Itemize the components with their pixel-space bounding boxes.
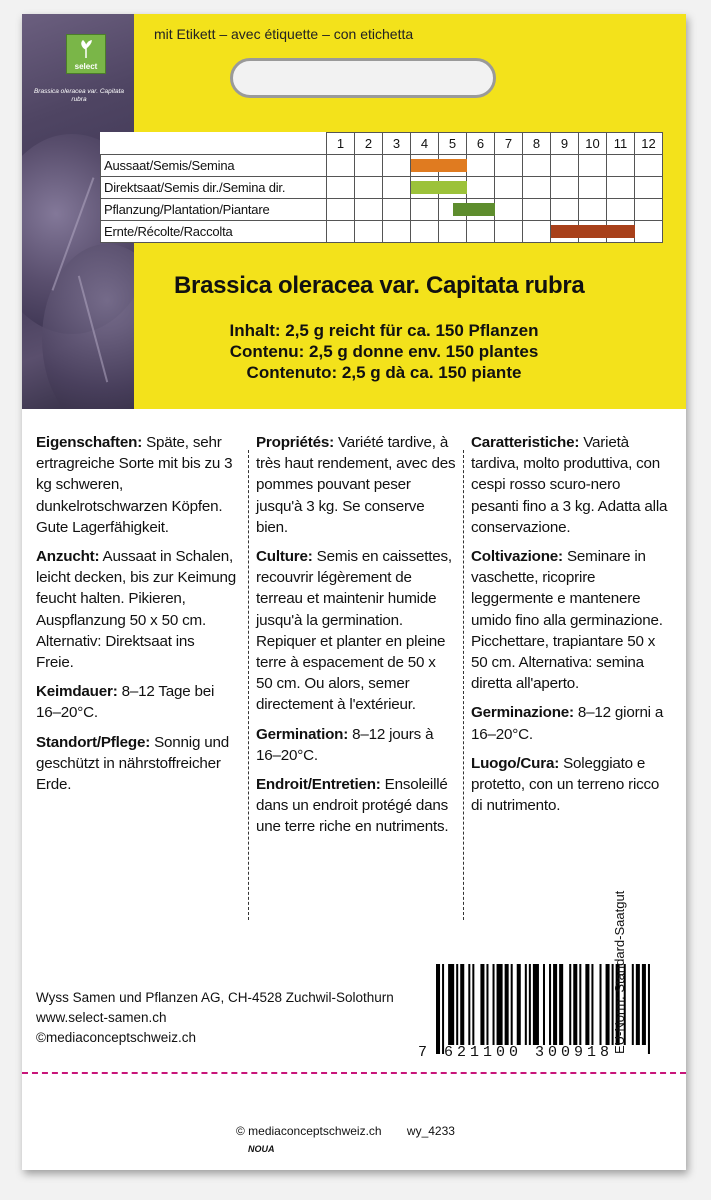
contents-de: Inhalt: 2,5 g reicht für ca. 150 Pflanzen [229, 321, 539, 340]
column-french [256, 432, 456, 846]
paragraph [256, 724, 456, 766]
barcode-bar [511, 964, 513, 1045]
paragraph [471, 432, 671, 538]
month-12: 12 [635, 133, 663, 155]
cut-line [22, 1072, 686, 1074]
column-divider [248, 450, 249, 920]
barcode-bar [606, 964, 610, 1045]
paragraph-text: 8–12 Tage bei 16–20°C. [36, 683, 215, 722]
barcode-bar [493, 964, 495, 1045]
paragraph-text: 8–12 jours à 16–20°C. [256, 725, 434, 764]
description-columns [36, 432, 676, 902]
barcode-bar [505, 964, 509, 1045]
hang-hole [230, 58, 496, 98]
barcode-bar [553, 964, 557, 1045]
paragraph-heading: Keimdauer: [36, 683, 118, 701]
barcode-bar [569, 964, 571, 1045]
barcode-bar [642, 964, 646, 1045]
calendar-bar [411, 159, 467, 172]
company-info [36, 988, 394, 1048]
calendar-row [101, 155, 663, 177]
etikett-note: mit Etikett – avec étiquette – con etichetta [154, 26, 414, 42]
seed-packet-back [22, 14, 686, 1170]
paragraph [36, 681, 236, 723]
calendar-header-row [101, 133, 663, 155]
barcode-bar [442, 964, 444, 1054]
month-11: 11 [607, 133, 635, 155]
paragraph-text: Semis en caissettes, recouvrir légèrement de terreau et maintenir humide jusqu'à la germination. Repiquer et planter en pleine terre à espacement de 50 x 50 cm. Ou alors, semer directement à l'extérieur. [256, 548, 452, 714]
paragraph-heading: Coltivazione: [471, 548, 563, 566]
column-german [36, 432, 236, 803]
company-website: www.select-samen.ch [36, 1010, 167, 1025]
paragraph-heading: Standort/Pflege: [36, 733, 151, 751]
contents-fr: Contenu: 2,5 g donne env. 150 plantes [229, 342, 539, 361]
paragraph-text: Variété tardive, à très haut rendement, avec des pommes pouvant peser jusqu'à 3 kg. Se conserve bien. [256, 434, 456, 536]
paragraph-heading: Anzucht: [36, 548, 100, 566]
paragraph-text: Ensoleillé dans un endroit protégé dans une terre riche en nutriments. [256, 776, 449, 836]
paragraph-heading: Germination: [256, 725, 349, 743]
barcode-bar [436, 964, 440, 1054]
barcode-number: 7 621100 300918 [418, 1044, 614, 1061]
calendar-row-label: Ernte/Récolte/Raccolta [101, 221, 327, 243]
paragraph [36, 732, 236, 796]
column-italian [471, 432, 671, 824]
paragraph [471, 702, 671, 744]
select-logo: select [66, 34, 106, 74]
barcode-bar [460, 964, 464, 1045]
contents-info [22, 320, 686, 383]
paragraph [36, 546, 236, 673]
paragraph [256, 546, 456, 716]
paragraph [256, 432, 456, 538]
calendar-row-label: Direktsaat/Semis dir./Semina dir. [101, 177, 327, 199]
calendar-bar [551, 225, 635, 238]
barcode-bar [517, 964, 521, 1045]
barcode-bar [468, 964, 470, 1045]
paragraph-text: Seminare in vaschette, ricoprire leggermente e mantenere umido fino alla germinazione. Picchettare, trapiantare 50 x 50 cm. Alternativa: semina diretta all'aperto. [471, 548, 663, 693]
barcode-bar [529, 964, 531, 1045]
month-4: 4 [411, 133, 439, 155]
paragraph-heading: Propriétés: [256, 434, 334, 451]
month-1: 1 [327, 133, 355, 155]
barcode-bar [585, 964, 589, 1045]
barcode-bar [533, 964, 539, 1045]
paragraph [471, 753, 671, 817]
footer-info [236, 1124, 455, 1138]
tag-species-label: Brassica oleracea var. Capitata rubra [33, 88, 125, 103]
barcode-bar [480, 964, 484, 1045]
paragraph-heading: Eigenschaften: [36, 434, 143, 451]
footer-copyright: © mediaconceptschweiz.ch [236, 1124, 382, 1138]
barcode-bar [497, 964, 503, 1045]
paragraph-text: Späte, sehr ertragreiche Sorte mit bis zu 3 kg schweren, dunkelrotschwarzen Köpfen. Gute Lagerfähigkeit. [36, 434, 233, 536]
calendar-row [101, 199, 663, 221]
paragraph-text: Aussaat in Schalen, leicht decken, bis zur Keimung feucht halten. Pikieren, Auspflanzung 50 x 50 cm. Alternativ: Direktsaat ins Freie. [36, 548, 236, 672]
barcode-bar [486, 964, 488, 1045]
header-panel [22, 14, 686, 409]
paragraph [256, 774, 456, 838]
month-9: 9 [551, 133, 579, 155]
paragraph-text: Soleggiato e protetto, con un terreno ricco di nutrimento. [471, 754, 660, 815]
calendar-row-label: Pflanzung/Plantation/Piantare [101, 199, 327, 221]
paragraph-heading: Germinazione: [471, 704, 574, 722]
contents-it: Contenuto: 2,5 g dà ca. 150 piante [246, 363, 522, 382]
paragraph-heading: Culture: [256, 548, 313, 566]
barcode-bar [525, 964, 527, 1045]
paragraph-heading: Luogo/Cura: [471, 754, 560, 772]
month-2: 2 [355, 133, 383, 155]
printer-logo: NOUA [248, 1144, 275, 1154]
barcode-bar [579, 964, 581, 1045]
month-6: 6 [467, 133, 495, 155]
calendar-bar [411, 181, 467, 194]
paragraph [471, 546, 671, 694]
paragraph-text: Varietà tardiva, molto produttiva, con cespi rosso scuro-nero pesanti fino a 3 kg. Adatta alla conservazione. [471, 434, 668, 536]
barcode-bar [632, 964, 634, 1045]
barcode-bar [543, 964, 545, 1045]
paragraph-heading: Caratteristiche: [471, 434, 580, 451]
company-copyright: ©mediaconceptschweiz.ch [36, 1030, 197, 1045]
barcode-bar [472, 964, 474, 1045]
barcode-bar [600, 964, 602, 1045]
paragraph [36, 432, 236, 538]
month-8: 8 [523, 133, 551, 155]
barcode-bar [456, 964, 458, 1045]
month-5: 5 [439, 133, 467, 155]
barcode-bar [559, 964, 563, 1045]
calendar-bar [453, 203, 495, 216]
barcode-bar [448, 964, 454, 1045]
calendar-row-label: Aussaat/Semis/Semina [101, 155, 327, 177]
calendar-row [101, 177, 663, 199]
barcode-bar [573, 964, 577, 1045]
footer-code: wy_4233 [406, 1124, 455, 1138]
paragraph-text: Sonnig und geschützt in nährstoffreicher Erde. [36, 733, 229, 794]
barcode-bar [648, 964, 650, 1054]
barcode-bar [636, 964, 640, 1045]
species-name: Brassica oleracea var. Capitata rubra [174, 272, 585, 299]
barcode-bar [591, 964, 593, 1045]
barcode-bar [549, 964, 551, 1045]
column-divider [463, 450, 464, 920]
month-3: 3 [383, 133, 411, 155]
eu-norm-label: EU-Norm: Standard-Saatgut [612, 890, 627, 1054]
company-name: Wyss Samen und Pflanzen AG, CH-4528 Zuchwil-Solothurn [36, 990, 394, 1005]
month-10: 10 [579, 133, 607, 155]
month-7: 7 [495, 133, 523, 155]
paragraph-text: 8–12 giorni a 16–20°C. [471, 704, 664, 743]
paragraph-heading: Endroit/Entretien: [256, 776, 381, 794]
